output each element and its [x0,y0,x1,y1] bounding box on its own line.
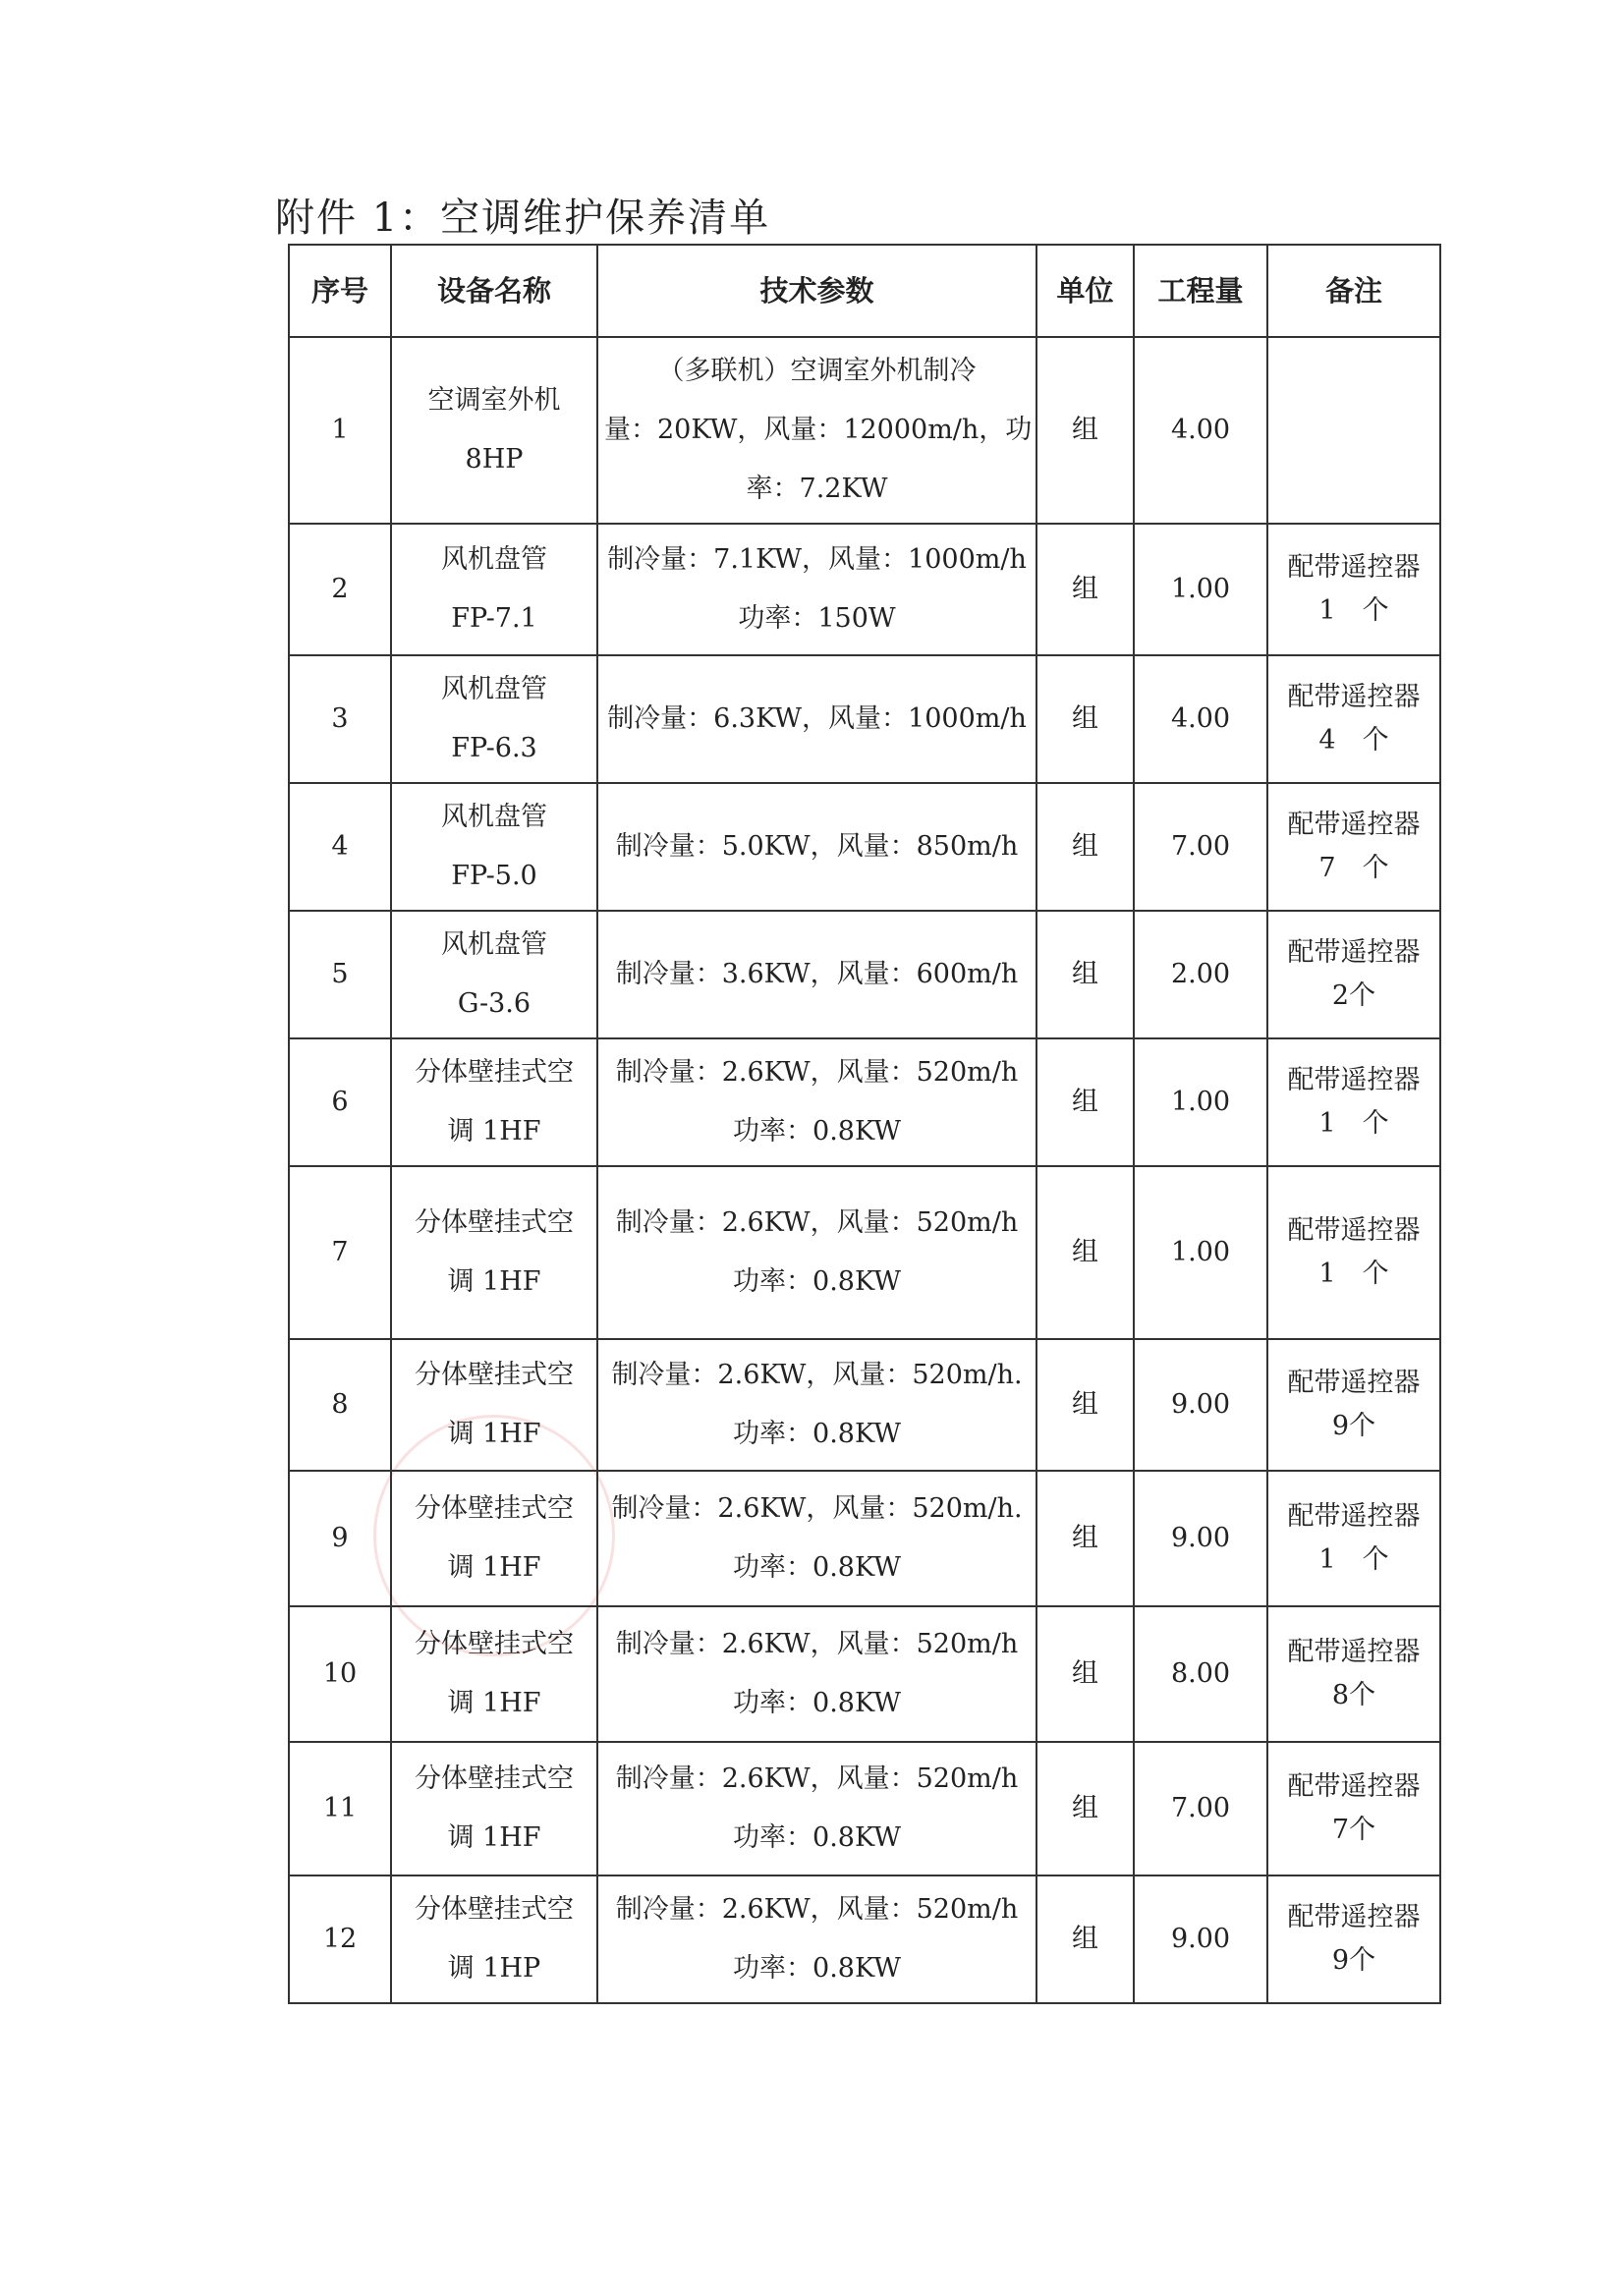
quantity-cell: 7.00 [1134,783,1267,911]
tech-params-line: 制冷量：7.1KW，风量：1000m/h [607,544,1027,575]
tech-params-cell [597,1875,1036,2003]
quantity-cell: 2.00 [1134,911,1267,1038]
remark-cell [1267,337,1440,524]
device-name-cell [391,783,597,911]
device-name-cell [391,1742,597,1875]
table-row [289,1606,1440,1742]
tech-params-line: 制冷量：2.6KW，风量：520m/h. [611,1493,1023,1524]
remark-cell [1267,1742,1440,1875]
row-number-cell: 7 [289,1166,391,1339]
device-name-cell [391,337,597,524]
remark-cell [1267,1471,1440,1606]
device-name-line: 风机盘管 [441,929,547,960]
remark-cell [1267,1339,1440,1471]
device-name-line: FP-5.0 [451,861,537,891]
tech-params-line: 功率：0.8KW [733,1688,901,1718]
tech-params-line: 制冷量：3.6KW，风量：600m/h [615,959,1019,989]
remark-line: 1 个 [1318,1108,1389,1139]
quantity-cell: 1.00 [1134,524,1267,655]
tech-params-cell [597,1606,1036,1742]
device-name-line: 风机盘管 [441,674,547,704]
device-name-line: 调 1HF [447,1552,541,1583]
device-name-line: 调 1HF [447,1688,541,1718]
table-row [289,911,1440,1038]
remark-cell [1267,1038,1440,1166]
remark-line: 9个 [1331,1945,1376,1976]
tech-params-cell [597,524,1036,655]
quantity-cell: 8.00 [1134,1606,1267,1742]
tech-params-line: 量：20KW，风量：12000m/h，功 [604,415,1033,445]
unit-cell: 组 [1036,1166,1134,1339]
table-row [289,1471,1440,1606]
tech-params-line: 功率：0.8KW [733,1822,901,1853]
unit-cell: 组 [1036,783,1134,911]
quantity-cell: 4.00 [1134,337,1267,524]
remark-line: 配带遥控器 [1287,1637,1421,1667]
row-number-cell: 6 [289,1038,391,1166]
maintenance-table [288,244,1441,2004]
device-name-cell [391,524,597,655]
quantity-cell: 7.00 [1134,1742,1267,1875]
remark-cell [1267,911,1440,1038]
tech-params-cell [597,655,1036,783]
tech-params-cell [597,783,1036,911]
device-name-line: 分体壁挂式空 [415,1057,574,1088]
device-name-line: 风机盘管 [441,802,547,832]
remark-cell [1267,1606,1440,1742]
tech-params-cell [597,911,1036,1038]
unit-cell: 组 [1036,1606,1134,1742]
remark-line: 配带遥控器 [1287,1501,1421,1532]
remark-line: 配带遥控器 [1287,1368,1421,1398]
tech-params-line: 功率：0.8KW [733,1116,901,1147]
tech-params-line: 功率：0.8KW [733,1266,901,1297]
device-name-line: FP-6.3 [451,733,537,763]
device-name-cell [391,1875,597,2003]
tech-params-line: 制冷量：2.6KW，风量：520m/h [615,1894,1019,1925]
unit-cell: 组 [1036,911,1134,1038]
remark-line: 1 个 [1318,595,1389,626]
tech-params-cell [597,1742,1036,1875]
tech-params-line: 功率：0.8KW [733,1953,901,1984]
tech-params-line: 制冷量：5.0KW，风量：850m/h [615,831,1019,862]
remark-line: 配带遥控器 [1287,810,1421,840]
tech-params-line: （多联机）空调室外机制冷 [657,356,977,386]
remark-cell [1267,1166,1440,1339]
device-name-line: 分体壁挂式空 [415,1493,574,1524]
remark-line: 配带遥控器 [1287,1902,1421,1932]
remark-line: 7个 [1331,1815,1376,1845]
tech-params-line: 功率：0.8KW [733,1552,901,1583]
remark-line: 配带遥控器 [1287,1215,1421,1246]
device-name-cell [391,1606,597,1742]
row-number-cell: 8 [289,1339,391,1471]
device-name-line: 调 1HF [447,1822,541,1853]
unit-cell: 组 [1036,524,1134,655]
remark-line: 4 个 [1318,725,1389,756]
unit-cell: 组 [1036,655,1134,783]
device-name-line: 分体壁挂式空 [415,1763,574,1794]
quantity-cell: 1.00 [1134,1038,1267,1166]
header-no: 序号 [289,245,391,337]
table-row [289,655,1440,783]
header-remark: 备注 [1267,245,1440,337]
row-number-cell: 2 [289,524,391,655]
tech-params-cell [597,1339,1036,1471]
remark-line: 配带遥控器 [1287,682,1421,712]
remark-line: 2个 [1331,980,1376,1011]
remark-cell [1267,655,1440,783]
tech-params-line: 制冷量：2.6KW，风量：520m/h [615,1763,1019,1794]
quantity-cell: 9.00 [1134,1471,1267,1606]
quantity-cell: 4.00 [1134,655,1267,783]
tech-params-line: 制冷量：2.6KW，风量：520m/h [615,1057,1019,1088]
tech-params-cell [597,1166,1036,1339]
table-body [289,337,1440,2003]
quantity-cell: 1.00 [1134,1166,1267,1339]
table-row [289,1166,1440,1339]
tech-params-line: 制冷量：2.6KW，风量：520m/h [615,1629,1019,1659]
device-name-cell [391,1166,597,1339]
remark-line: 7 个 [1318,853,1389,883]
unit-cell: 组 [1036,1038,1134,1166]
header-tech-params: 技术参数 [597,245,1036,337]
table-header-row [289,245,1440,337]
tech-params-line: 功率：0.8KW [733,1419,901,1449]
remark-cell [1267,524,1440,655]
row-number-cell: 5 [289,911,391,1038]
page-title: 附件 1：空调维护保养清单 [275,196,771,241]
tech-params-line: 率：7.2KW [746,474,888,504]
device-name-line: G-3.6 [457,988,532,1019]
device-name-line: 空调室外机 [427,385,561,416]
remark-line: 9个 [1331,1411,1376,1441]
table-row [289,1038,1440,1166]
device-name-line: 分体壁挂式空 [415,1360,574,1390]
table-row [289,1742,1440,1875]
table-row [289,1875,1440,2003]
row-number-cell: 12 [289,1875,391,2003]
row-number-cell: 10 [289,1606,391,1742]
row-number-cell: 4 [289,783,391,911]
remark-line: 1 个 [1318,1259,1389,1289]
quantity-cell: 9.00 [1134,1875,1267,2003]
row-number-cell: 11 [289,1742,391,1875]
header-unit: 单位 [1036,245,1134,337]
device-name-cell [391,1471,597,1606]
remark-line: 1 个 [1318,1544,1389,1575]
header-device-name: 设备名称 [391,245,597,337]
device-name-line: 分体壁挂式空 [415,1894,574,1925]
unit-cell: 组 [1036,1875,1134,2003]
unit-cell: 组 [1036,1339,1134,1471]
device-name-line: 调 1HF [447,1116,541,1147]
device-name-cell [391,655,597,783]
table-row [289,783,1440,911]
row-number-cell: 1 [289,337,391,524]
device-name-line: 分体壁挂式空 [415,1629,574,1659]
header-quantity: 工程量 [1134,245,1267,337]
device-name-line: FP-7.1 [451,603,537,634]
device-name-cell [391,1038,597,1166]
tech-params-cell [597,1038,1036,1166]
unit-cell: 组 [1036,337,1134,524]
tech-params-line: 制冷量：2.6KW，风量：520m/h. [611,1360,1023,1390]
quantity-cell: 9.00 [1134,1339,1267,1471]
remark-line: 配带遥控器 [1287,1771,1421,1802]
device-name-line: 风机盘管 [441,544,547,575]
remark-line: 配带遥控器 [1287,1065,1421,1095]
remark-cell [1267,783,1440,911]
table-row [289,1339,1440,1471]
remark-line: 配带遥控器 [1287,552,1421,583]
table-row [289,337,1440,524]
table-row [289,524,1440,655]
row-number-cell: 9 [289,1471,391,1606]
tech-params-cell [597,337,1036,524]
row-number-cell: 3 [289,655,391,783]
tech-params-line: 功率：150W [738,603,896,634]
device-name-line: 分体壁挂式空 [415,1207,574,1238]
unit-cell: 组 [1036,1471,1134,1606]
device-name-line: 调 1HF [447,1419,541,1449]
remark-line: 8个 [1331,1680,1376,1710]
device-name-cell [391,911,597,1038]
tech-params-cell [597,1471,1036,1606]
remark-cell [1267,1875,1440,2003]
unit-cell: 组 [1036,1742,1134,1875]
device-name-line: 调 1HF [447,1266,541,1297]
tech-params-line: 制冷量：2.6KW，风量：520m/h [615,1207,1019,1238]
device-name-line: 调 1HP [447,1953,541,1984]
tech-params-line: 制冷量：6.3KW，风量：1000m/h [607,703,1027,734]
device-name-cell [391,1339,597,1471]
device-name-line: 8HP [465,444,524,475]
remark-line: 配带遥控器 [1287,937,1421,968]
